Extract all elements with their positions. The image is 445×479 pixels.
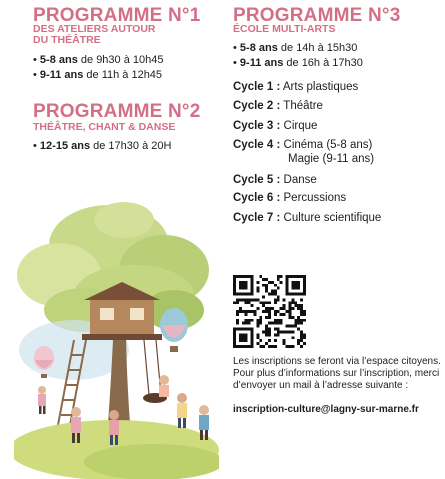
cycle-label: Cycle 5 : bbox=[233, 174, 281, 186]
cycle-label: Cycle 7 : bbox=[233, 212, 281, 224]
cycle-3 bbox=[233, 119, 317, 134]
programme-3-subtitle: ÉCOLE MULTI-ARTS bbox=[233, 23, 336, 35]
cycle-activity: Théâtre bbox=[280, 100, 323, 112]
programme-2-subtitle: THÉÂTRE, CHANT & DANSE bbox=[33, 121, 176, 133]
bullet: • bbox=[33, 54, 37, 66]
cycle-4 bbox=[233, 138, 372, 153]
treehouse-illustration bbox=[14, 200, 219, 479]
contact-email-link[interactable]: inscription-culture@lagny-sur-marne.fr bbox=[233, 404, 419, 415]
child-figure bbox=[159, 375, 169, 397]
cycle-activity: Danse bbox=[280, 174, 317, 186]
cycle-label: Cycle 4 : bbox=[233, 139, 281, 151]
cycle-activity: Cinéma (5-8 ans) bbox=[280, 139, 373, 151]
session-age: 9-11 ans bbox=[239, 57, 284, 69]
bullet: • bbox=[33, 140, 37, 152]
cycle-6 bbox=[233, 191, 346, 206]
programme-1-subtitle-line2: DU THÉÂTRE bbox=[33, 34, 101, 46]
cycle-label: Cycle 6 : bbox=[233, 192, 281, 204]
cycle-2 bbox=[233, 99, 323, 114]
programme-2-session-1 bbox=[33, 139, 171, 154]
cycle-5 bbox=[233, 173, 317, 188]
cycle-7 bbox=[233, 211, 381, 226]
child-figure bbox=[177, 393, 187, 428]
cycle-1 bbox=[233, 80, 358, 95]
cycle-label: Cycle 3 : bbox=[233, 120, 281, 132]
hot-air-balloon-right bbox=[160, 308, 188, 352]
cycle-activity: Percussions bbox=[280, 192, 347, 204]
cycle-activity: Culture scientifique bbox=[280, 212, 382, 224]
bullet: • bbox=[33, 69, 37, 81]
child-figure bbox=[38, 386, 46, 414]
programme-1-session-1 bbox=[33, 53, 163, 68]
session-age: 9-11 ans bbox=[39, 69, 84, 81]
session-time: de 17h30 à 20H bbox=[90, 140, 172, 152]
session-age: 5-8 ans bbox=[239, 42, 278, 54]
cycle-activity: Arts plastiques bbox=[280, 81, 359, 93]
session-age: 5-8 ans bbox=[39, 54, 78, 66]
programme-3-session-2 bbox=[233, 56, 363, 71]
programme-1-session-2 bbox=[33, 68, 162, 83]
programme-1-subtitle-line1: DES ATELIERS AUTOUR bbox=[33, 23, 156, 35]
programme-2-title: PROGRAMME N°2 bbox=[33, 101, 201, 122]
session-time: de 9h30 à 10h45 bbox=[77, 54, 164, 66]
session-time: de 16h à 17h30 bbox=[283, 57, 363, 69]
cycle-label: Cycle 1 : bbox=[233, 81, 281, 93]
cycle-4-activity-2: Magie (9-11 ans) bbox=[288, 153, 375, 165]
session-age: 12-15 ans bbox=[39, 140, 91, 152]
programme-3-session-1 bbox=[233, 41, 357, 56]
bullet: • bbox=[233, 42, 237, 54]
registration-info: Les inscriptions se feront via l’espace citoyens. Pour plus d’informations sur l’inscription, merci d’envoyer un mail à l’adresse suivante : bbox=[233, 356, 441, 391]
bullet: • bbox=[233, 57, 237, 69]
cycle-label: Cycle 2 : bbox=[233, 100, 281, 112]
session-time: de 11h à 12h45 bbox=[83, 69, 163, 81]
session-time: de 14h à 15h30 bbox=[277, 42, 358, 54]
cycle-activity: Cirque bbox=[280, 120, 318, 132]
programme-3-title: PROGRAMME N°3 bbox=[233, 5, 401, 26]
programme-1-title: PROGRAMME N°1 bbox=[33, 5, 201, 26]
qr-code[interactable] bbox=[233, 275, 306, 348]
